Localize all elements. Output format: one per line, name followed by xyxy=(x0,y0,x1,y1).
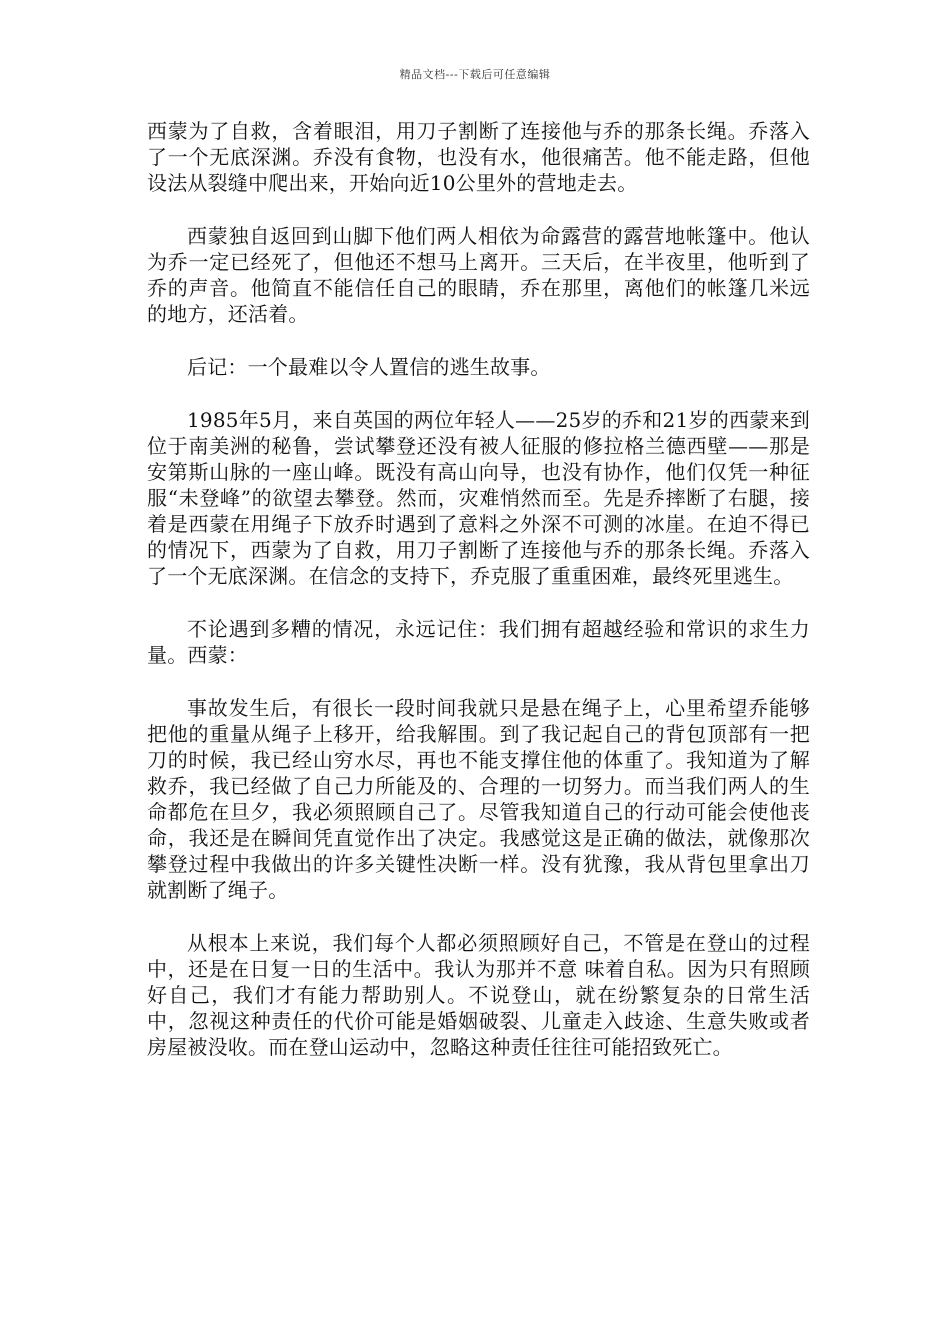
paragraph-7: 从根本上来说，我们每个人都必须照顾好自己，不管是在登山的过程中，还是在日复一日的生活中。我认为那并不意 味着自私。因为只有照顾好自己，我们才有能力帮助别人。不说登山，就在纷繁复杂的日常生活中，忽视这种责任的代价可能是婚姻破裂、儿童走入歧途、生意失败或者房屋被没收。而在登山运动中，忽略这种责任往往可能招致死亡。 xyxy=(147,931,810,1059)
paragraph-3: 后记：一个最难以令人置信的逃生故事。 xyxy=(187,355,551,379)
paragraph-5: 不论遇到多糟的情况，永远记住：我们拥有超越经验和常识的求生力量。西蒙： xyxy=(147,617,810,667)
document-body xyxy=(147,118,810,1087)
paragraph-6: 事故发生后，有很长一段时间我就只是悬在绳子上，心里希望乔能够把他的重量从绳子上移开，给我解围。到了我记起自己的背包顶部有一把刀的时候，我已经山穷水尽，再也不能支撑住他的体重了。我知道为了解救乔，我已经做了自己力所能及的、合理的一切努力。而当我们两人的生命都危在旦夕，我必须照顾自己了。尽管我知道自己的行动可能会使他丧命，我还是在瞬间凭直觉作出了决定。我感觉这是正确的做法，就像那次攀登过程中我做出的许多关键性决断一样。没有犹豫，我从背包里拿出刀就割断了绳子。 xyxy=(147,696,810,902)
paragraph-1: 西蒙为了自救，含着眼泪，用刀子割断了连接他与乔的那条长绳。乔落入了一个无底深渊。乔没有食物，也没有水，他很痛苦。他不能走路，但他设法从裂缝中爬出来，开始向近10公里外的营地走去。 xyxy=(147,119,810,195)
paragraph-4: 1985年5月，来自英国的两位年轻人——25岁的乔和21岁的西蒙来到位于南美洲的秘鲁，尝试攀登还没有被人征服的修拉格兰德西壁——那是安第斯山脉的一座山峰。既没有高山向导，也没有协作，他们仅凭一种征服“未登峰”的欲望去攀登。然而，灾难悄然而至。先是乔摔断了右腿，接着是西蒙在用绳子下放乔时遇到了意料之外深不可测的冰崖。在迫不得已的情况下，西蒙为了自救，用刀子割断了连接他与乔的那条长绳。乔落入了一个无底深渊。在信念的支持下，乔克服了重重困难，最终死里逃生。 xyxy=(147,408,810,588)
page-header: 精品文档---下载后可任意编辑 xyxy=(399,68,551,81)
paragraph-2: 西蒙独自返回到山脚下他们两人相依为命露营的露营地帐篷中。他认为乔一定已经死了，但他还不想马上离开。三天后，在半夜里，他听到了乔的声音。他简直不能信任自己的眼睛，乔在那里，离他们的帐篷几米远的地方，还活着。 xyxy=(147,224,810,326)
